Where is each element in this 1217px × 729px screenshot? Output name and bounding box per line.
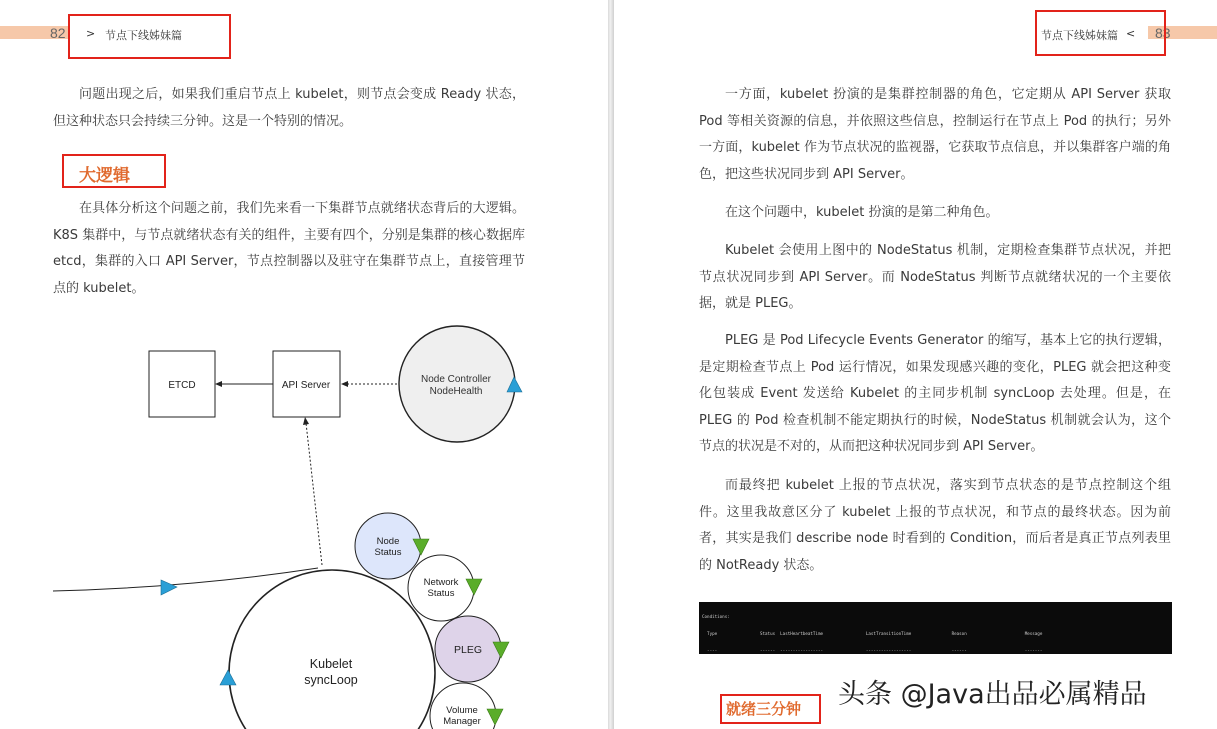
paragraph: 在这个问题中，kubelet 扮演的是第二种角色。 <box>725 205 999 220</box>
kubelet-to-api-arrow <box>306 423 322 565</box>
node-controller-label: NodeHealth <box>429 386 483 397</box>
network-status-label: Network <box>423 577 459 588</box>
node-controller-label: Node Controller <box>420 374 492 385</box>
page-number: 83 <box>1155 25 1171 41</box>
left-page <box>0 0 608 729</box>
terminal-output <box>699 602 1172 654</box>
architecture-diagram <box>0 315 608 729</box>
kubelet-circle <box>229 570 435 729</box>
node-status-label: Node <box>376 536 400 547</box>
running-head: 节点下线姊妹篇 <box>1041 29 1118 42</box>
paragraph: 问题出现之后，如果我们重启节点上 kubelet，则节点会变成 Ready 状态，但这种状态只会持续三分钟。这是一个特别的情况。 <box>53 87 525 129</box>
node-status-label: Status <box>374 547 402 558</box>
network-status-label: Status <box>427 588 455 599</box>
watermark: 头条 @Java出品必属精品 <box>838 679 1147 710</box>
terminal-line: ---- ------ ----------------- ------------------ ------ ------- <box>702 647 1043 653</box>
etcd-label: ETCD <box>168 380 196 391</box>
paragraph: 而最终把 kubelet 上报的节点状况，落实到节点状态的是节点控制这个组件。这里我故意区分了 kubelet 上报的节点状况，和节点的最终状态。因为前者，其实是我们 describe node 时看到的 Condition，而后者是真正节点列表里的 NotReady 状态。 <box>699 478 1171 573</box>
pleg-label: PLEG <box>453 644 483 656</box>
volume-manager-label: Manager <box>443 716 481 727</box>
section-title: 就绪三分钟 <box>726 700 802 718</box>
kubelet-label: syncLoop <box>304 673 358 687</box>
section-title: 大逻辑 <box>79 166 130 186</box>
paragraph: 在具体分析这个问题之前，我们先来看一下集群节点就绪状态背后的大逻辑。K8S 集群中，与节点就绪状态有关的组件，主要有四个，分别是集群的核心数据库 etcd，集群的入口 API Server，节点控制器以及驻守在集群节点上，直接管理节点的 kubelet。 <box>53 201 525 296</box>
paragraph: PLEG 是 Pod Lifecycle Events Generator 的缩写，基本上它的执行逻辑，是定期检查节点上 Pod 运行情况，如果发现感兴趣的变化，PLEG 就会把这种变化包装成 Event 发送给 Kubelet 的主同步机制 syncLoop 去处理。但是，在 PLEG 的 Pod 检查机制不能定期执行的时候，NodeStatus 机制就会认为，这个节点的状况是不对的，从而把这种状况同步到 API Server。 <box>699 333 1171 454</box>
terminal-line: Conditions: <box>702 614 730 620</box>
highlight-box <box>68 14 231 59</box>
page-number: 82 <box>50 25 66 41</box>
paragraph: 一方面，kubelet 扮演的是集群控制器的角色，它定期从 API Server 获取 Pod 等相关资源的信息，并依照这些信息，控制运行在节点上 Pod 的执行；另外一方面，kubelet 作为节点状况的监视器，它获取节点信息，并以集群客户端的角色，把这些状况同步到 API Server。 <box>699 87 1171 182</box>
highlight-box <box>1035 10 1166 56</box>
terminal-line: Type Status LastHeartbeatTime LastTransitionTime Reason Message <box>702 630 1043 636</box>
paragraph: Kubelet 会使用上图中的 NodeStatus 机制，定期检查集群节点状况，并把节点状况同步到 API Server。而 NodeStatus 判断节点就绪状况的一个主要依据，就是 PLEG。 <box>699 243 1171 311</box>
kubelet-label: Kubelet <box>309 657 353 671</box>
volume-manager-label: Volume <box>446 705 478 716</box>
chevron-left-icon: < <box>1126 27 1136 40</box>
triangle-marker <box>161 580 177 595</box>
api-server-label: API Server <box>281 380 331 391</box>
chevron-right-icon: > <box>86 27 96 40</box>
running-head: 节点下线姊妹篇 <box>105 29 182 42</box>
